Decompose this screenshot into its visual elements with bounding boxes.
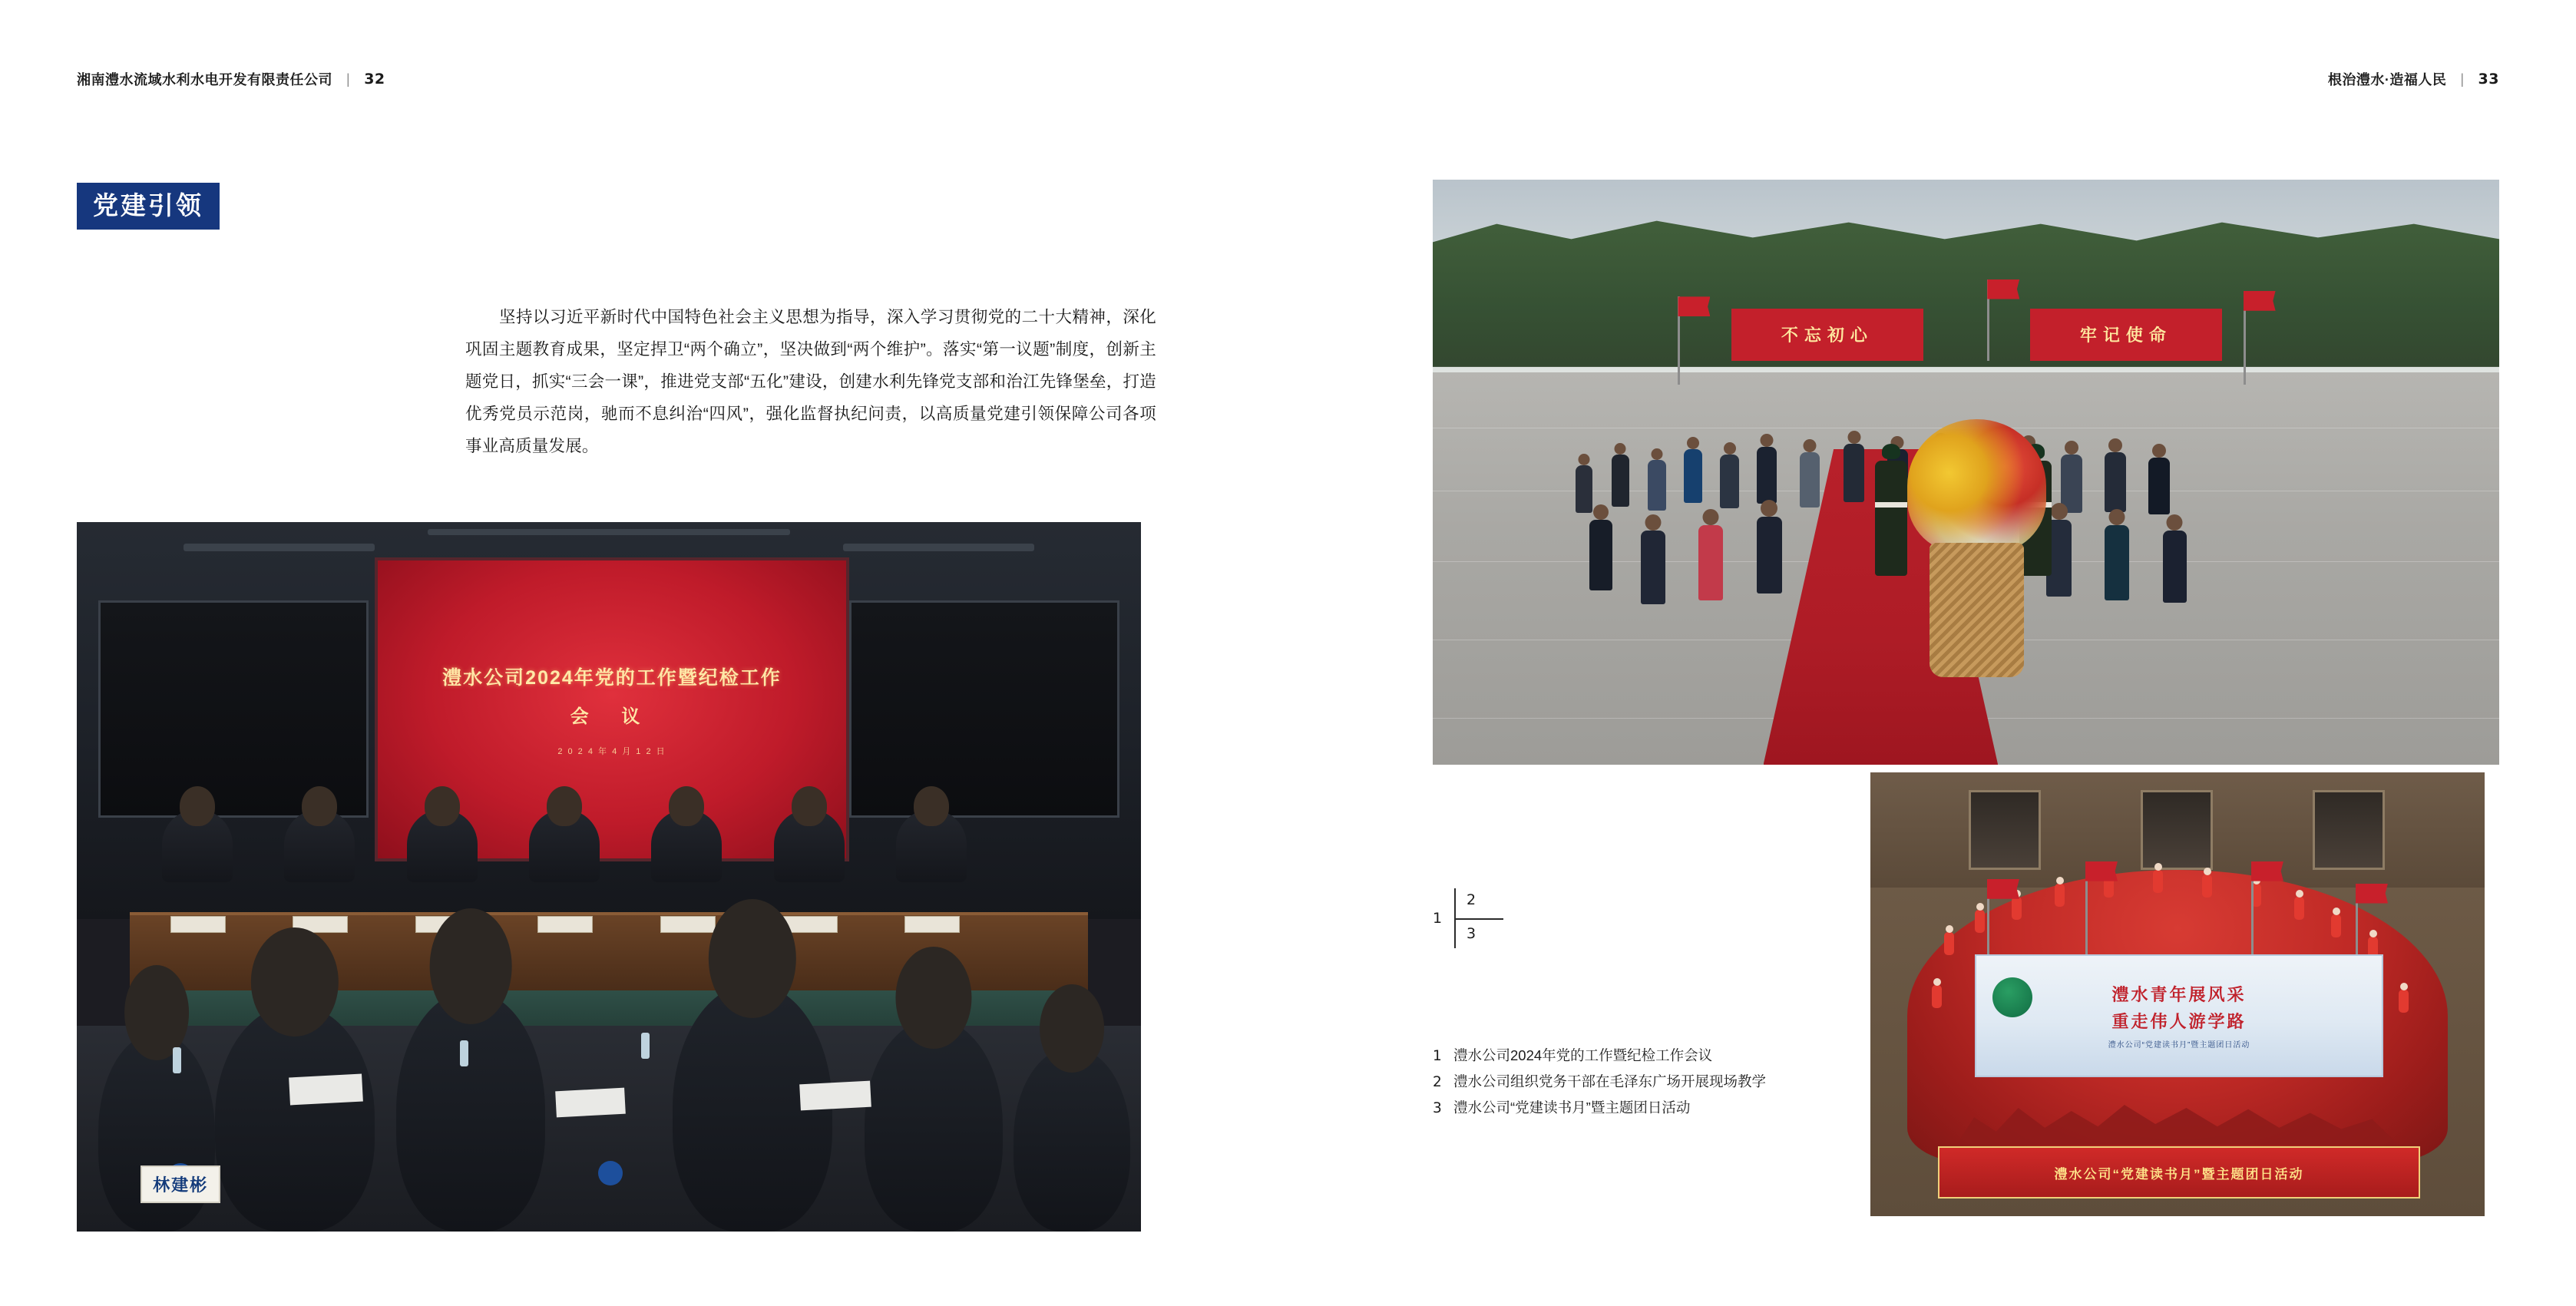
red-flag <box>2244 291 2276 311</box>
banner-line-2: 重走伟人游学路 <box>2111 1011 2247 1031</box>
crowd-person <box>2105 452 2126 512</box>
section-title: 党建引领 <box>77 183 220 230</box>
ceiling-light <box>184 544 375 551</box>
audience-member <box>1014 1047 1130 1232</box>
flower-basket <box>1907 419 2046 676</box>
red-flag <box>1987 279 2019 299</box>
company-emblem <box>598 1161 623 1185</box>
foreground-nameplate: 林建彬 <box>141 1165 220 1203</box>
crowd-person <box>1844 444 1864 502</box>
dais-attendee <box>529 809 600 882</box>
ceiling-light <box>428 529 789 535</box>
running-head-left-separator: | <box>346 71 351 87</box>
running-head-left <box>77 69 385 89</box>
dais-attendee <box>162 809 233 882</box>
crowd-person <box>1800 452 1820 508</box>
photo-youth-scene <box>1870 772 2485 1216</box>
running-head-right <box>2328 69 2499 89</box>
banner-line-1: 澧水青年展风采 <box>2111 984 2247 1004</box>
crowd-person <box>2163 531 2187 603</box>
crowd-person <box>2105 525 2129 600</box>
red-flag <box>2251 861 2283 881</box>
audience-member <box>396 990 545 1232</box>
company-logo-icon <box>1992 977 2032 1017</box>
dais-attendee <box>774 809 845 882</box>
dais-nameplate <box>170 916 226 933</box>
flower-basket-blooms <box>1907 419 2046 553</box>
audience-member <box>215 1004 375 1232</box>
caption-number: 1 <box>1433 1048 1442 1064</box>
caption-text: 澧水公司组织党务干部在毛泽东广场开展现场教学 <box>1453 1073 1767 1089</box>
caption-item <box>1433 1069 1970 1095</box>
caption-list <box>1433 1043 1970 1121</box>
crowd-person <box>1684 449 1702 503</box>
crowd-person <box>2148 458 2170 514</box>
page-number-left: 32 <box>364 71 385 88</box>
caption-item <box>1433 1095 1970 1121</box>
bottom-red-banner: 澧水公司“党建读书月”暨主题团日活动 <box>1938 1146 2420 1199</box>
crowd-person <box>1648 460 1666 511</box>
desk-paper <box>555 1088 626 1118</box>
figure-key-2: 2 <box>1467 891 1476 908</box>
dais-nameplate <box>537 916 593 933</box>
photo-plaza-scene <box>1433 180 2499 765</box>
honour-guard <box>1875 461 1907 576</box>
water-bottle <box>641 1033 650 1059</box>
dais-attendee <box>407 809 478 882</box>
crowd-person <box>1612 455 1629 507</box>
caption-text: 澧水公司“党建读书月”暨主题团日活动 <box>1453 1099 1691 1116</box>
wall-panel-left <box>98 600 369 818</box>
window <box>1969 790 2041 870</box>
red-flag <box>2356 884 2388 904</box>
dais-attendee <box>284 809 355 882</box>
desk-paper <box>289 1073 363 1105</box>
window <box>2141 790 2213 870</box>
crowd-person <box>1698 525 1723 600</box>
figure-key-1: 1 <box>1433 910 1443 927</box>
crowd-person <box>1757 517 1782 593</box>
screen-subline: 会 议 <box>570 706 654 727</box>
ceiling-light <box>843 544 1034 551</box>
figure-key-horizontal-rule <box>1454 918 1503 920</box>
caption-text: 澧水公司2024年党的工作暨纪检工作会议 <box>1453 1047 1713 1063</box>
crowd-person <box>1641 531 1665 604</box>
crowd-person <box>1576 465 1592 513</box>
running-head-left-text: 湘南澧水流域水利水电开发有限责任公司 <box>77 72 332 88</box>
activity-banner <box>1975 954 2383 1077</box>
photo-youth-activity <box>1870 772 2485 1216</box>
crowd-person <box>1757 447 1777 504</box>
red-flag <box>2085 861 2118 881</box>
caption-item <box>1433 1043 1970 1069</box>
running-head-right-text: 根治澧水·造福人民 <box>2327 72 2447 88</box>
photo-conference-scene <box>77 522 1141 1232</box>
caption-number: 2 <box>1433 1074 1442 1090</box>
plaza-banner-left: 不忘初心 <box>1731 309 1923 362</box>
running-head-right-separator: | <box>2460 71 2465 87</box>
desk-paper <box>800 1081 872 1111</box>
window <box>2313 790 2385 870</box>
flower-basket-weave <box>1930 543 2024 676</box>
dais-nameplate <box>660 916 716 933</box>
figure-key-3: 3 <box>1467 925 1476 942</box>
screen-headline: 澧水公司2024年党的工作暨纪检工作 <box>442 666 782 689</box>
dais-attendee <box>896 809 967 882</box>
audience-member <box>865 1019 1003 1232</box>
banner-subtitle: 澧水公司“党建读书月”暨主题团日活动 <box>2108 1040 2250 1050</box>
water-bottle <box>173 1047 181 1073</box>
photo-plaza-ceremony <box>1433 180 2499 765</box>
photo-conference-meeting <box>77 522 1141 1232</box>
red-flag <box>1987 879 2019 899</box>
page-number-right: 33 <box>2478 71 2499 88</box>
crowd-person <box>1589 520 1612 590</box>
dais-nameplate <box>904 916 960 933</box>
plaza-banner-right: 牢记使命 <box>2030 309 2222 362</box>
plaza-treeline <box>1433 215 2499 367</box>
dais-attendee <box>651 809 722 882</box>
water-bottle <box>460 1040 468 1066</box>
figure-key-diagram <box>1433 887 1548 951</box>
screen-date: 2 0 2 4 年 4 月 1 2 日 <box>557 746 666 756</box>
caption-number: 3 <box>1433 1100 1442 1116</box>
red-flag <box>1678 296 1710 316</box>
body-paragraph: 坚持以习近平新时代中国特色社会主义思想为指导，深入学习贯彻党的二十大精神，深化巩固主题教育成果，坚定捍卫“两个确立”，坚决做到“两个维护”。落实“第一议题”制度，创新主题党日，抓实“三会一课”，推进党支部“五化”建设，创建水利先锋党支部和治江先锋堡垒，打造优秀党员示范岗，驰而不息纠治“四风”，强化监督执纪问责，以高质量党建引领保障公司各项事业高质量发展。 <box>465 307 1156 455</box>
wall-panel-right <box>849 600 1120 818</box>
crowd-person <box>1720 455 1739 508</box>
